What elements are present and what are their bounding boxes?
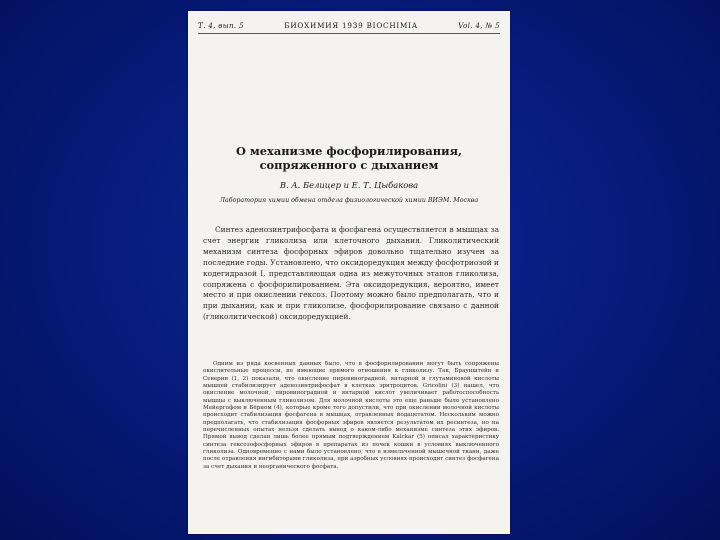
article-authors: В. А. Белицер и Е. Т. Цыбакова [279,180,419,190]
volume-issue-left: Т. 4, вып. 5 [198,20,244,30]
author-affiliation: Лаборатория химии обмена отдела физиологической химии ВИЭМ. Москва [219,197,479,204]
article-abstract: Синтез аденозинтрифосфата и фосфагена осуществляется в мышцах за счет энергии гликолиза или клеточного дыхания. Гликолитический механизм синтеза фосфорных эфиров довольно тщательно изучен за последние годы. Установлено, что оксидоредукция между фосфотриозой и кодегидразой I, представляющая одна из межуточных этапов гликолиза, сопряжена с фосфорилированием. Эта оксидоредукция, вероятно, имеет место и при окислении гексоз. Поэтому можно было предполагать, что и при дыхании, как и при гликолизе, фосфорилирование связано с данной (гликолитической) оксидоредукцией. [203,225,499,322]
volume-issue-right: Vol. 4, № 5 [458,20,500,30]
journal-name: БИОХИМИЯ 1939 BIOCHIMIA [284,20,418,30]
article-body: Одним из ряда косвенных данных было, что в фосфорилировании могут быть сопряжены окислительные процессы, не имеющие прямого отношения к гликолизу. Так, Браунштейн и Северин (1, 2) показали, что окисление пировиноградной, янтарной и глутаминовой кислоты мышцей стабилизирует аденозинтрифосфат в клетках эритроцитов. Gricolini (3) нашел, что окисление молочной, пировиноградной и янтарной кислот увеличивает работоспособность мышцы с выключенным гликолизом. Для молочной кислоты это еще раньше было установлено Мейергофом и Бёрном (4), которые кроме того допустили, что при окислении молочной кислоты происходит стабилизация фосфагена в мышцах, отравленных йодацетатом. Нескольким можно предполагать, что стабилизация фосфорных эфиров является результатом их ресинтеза, но на перечисленных опытах нельзя сделать вывод о каком-либо механизме синтеза этих эфиров. Прямой вывод сделан лишь более прямым подтверждением Kalckar (5) описал характеристику синтеза гексозофосфорных эфиров в препаратах из почек кошки в условиях выключенного гликолиза. Одновременно с нами было установлено, что в измельченной мышечной ткани, даже после отравления ингибиторами гликолиза, при аэробных условиях происходит синтез фосфагена за счет дыхания и неорганического фосфата. [203,361,499,470]
article-title: О механизме фосфорилирования, сопряженного с дыханием [236,144,462,172]
running-head [198,19,500,34]
scanned-journal-page [188,11,510,534]
